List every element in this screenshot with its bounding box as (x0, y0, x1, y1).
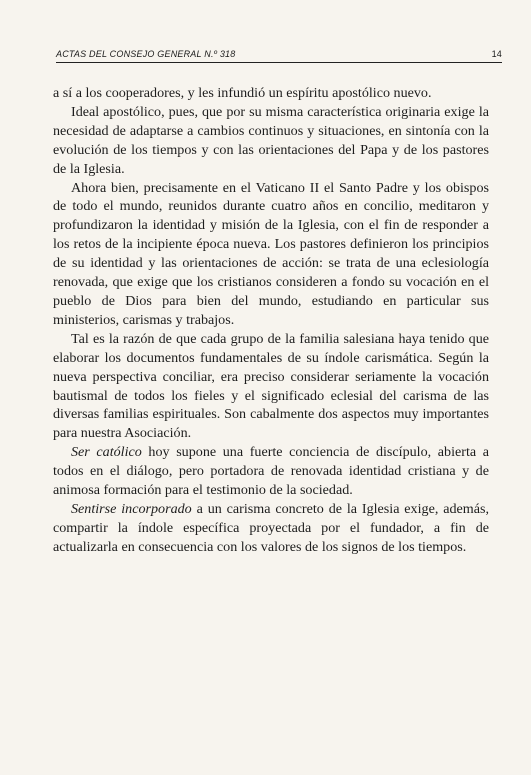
paragraph-text: Ideal apostólico, pues, que por su misma característica originaria exige la necesidad de adaptarse a cambios continuos y situaciones, en sintonía con la evolución de los tiempos y con las orientaciones del Papa y de los pastores de la Iglesia. (53, 103, 489, 177)
paragraph-text: Ahora bien, precisamente en el Vaticano II el Santo Padre y los obispos de todo el mundo, reunidos durante cuatro años en concilio, meditaron y profundizaron la identidad y misión de la Iglesia, con el fin de responder a los retos de la incipiente época nueva. Los pastores definieron los principios de su identidad y las orientaciones de acción: se trata de una eclesiología renovada, que exige que los cristianos consideren a fondo su vocación en el pueblo de Dios para bien del mundo, estudiando en particular sus ministerios, carismas y trabajos. (53, 179, 489, 328)
paragraph-1 (53, 84, 489, 103)
italic-lead: Ser católico (71, 444, 142, 461)
running-header (56, 46, 502, 63)
paragraph-6 (53, 500, 489, 557)
paragraph-text: Tal es la razón de que cada grupo de la familia salesiana haya tenido que elaborar los documentos fundamentales de su índole carismática. Según la nueva perspectiva conciliar, era preciso considerar seriamente la vocación bautismal de todos los fieles y el significado eclesial del carisma de las diversas familias espirituales. Son cabalmente dos aspectos muy importantes para nuestra Asociación. (53, 330, 489, 442)
page-number: 14 (491, 49, 502, 59)
body-text (53, 84, 489, 557)
paragraph-5 (53, 443, 489, 500)
italic-lead: Sentirse incorporado (71, 500, 192, 517)
running-title: ACTAS DEL CONSEJO GENERAL N.º 318 (56, 49, 236, 59)
paragraph-text: hoy supone una fuerte conciencia de discípulo, abierta a todos en el diálogo, pero portadora de renovada identidad cristiana y de animosa formación para el testimonio de la sociedad. (53, 444, 489, 499)
paragraph-text: a sí a los cooperadores, y les infundió un espíritu apostólico nuevo. (53, 85, 432, 101)
paragraph-4 (53, 330, 489, 443)
paragraph-text: a un carisma concreto de la Iglesia exige, además, compartir la índole específica proyectada por el fundador, a fin de actualizarla en consecuencia con los valores de los signos de los tiempos. (53, 500, 489, 555)
paragraph-3 (53, 179, 489, 330)
paragraph-2 (53, 103, 489, 179)
